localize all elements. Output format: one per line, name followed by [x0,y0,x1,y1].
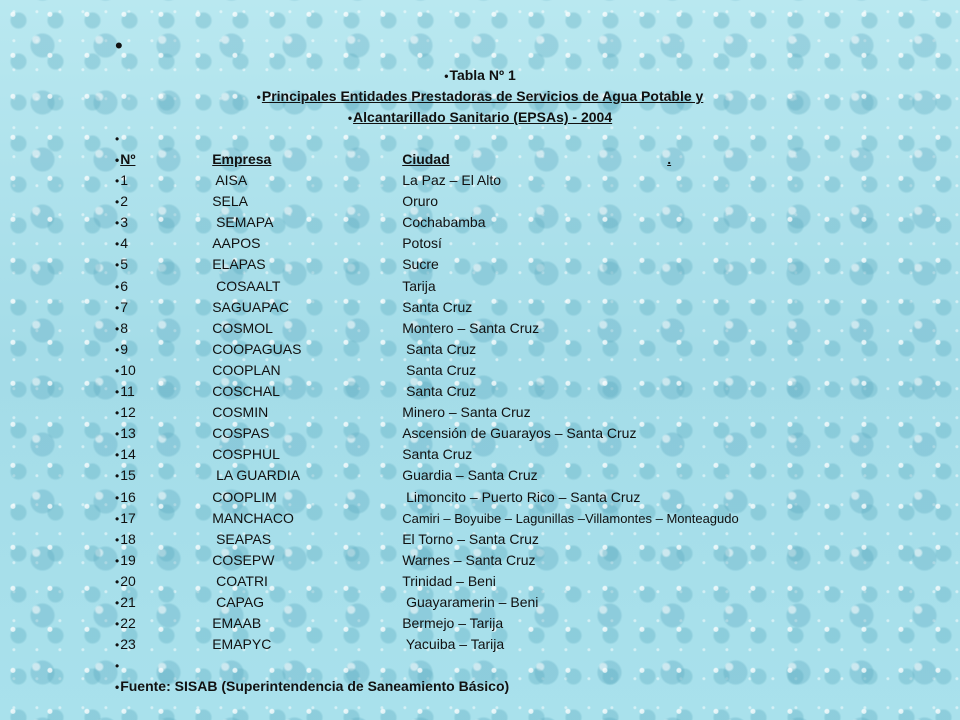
bullet: • [115,237,120,252]
bullet: • [115,596,120,610]
table-row [115,614,503,633]
bullet: • [347,111,353,125]
table-title: Tabla Nº 1 [449,67,516,83]
table-row [115,213,485,232]
header-end: . [667,151,672,167]
cell-ciudad: Guayaramerin – Beni [402,594,539,610]
bullet: • [115,279,120,294]
cell-ciudad: Trinidad – Beni [402,572,496,589]
cell-no: 17 [120,509,136,526]
table-row [115,382,476,401]
cell-ciudad: Montero – Santa Cruz [402,319,540,336]
subtitle-line-1 [0,87,960,106]
empty-bullet-line-end [115,656,120,675]
cell-empresa: COSPHUL [212,446,280,463]
header-empresa: Empresa [212,151,272,167]
bullet: • [115,638,120,653]
cell-no: 4 [120,235,128,252]
bullet: • [115,469,120,484]
table-row [115,192,438,211]
cell-ciudad: Santa Cruz [402,361,477,378]
cell-no: 20 [120,572,136,589]
cell-ciudad: Potosí [402,235,442,252]
table-row [115,277,436,296]
cell-empresa: LA GUARDIA [212,467,301,484]
bullet: • [115,448,120,463]
cell-no: 23 [120,636,136,653]
cell-empresa: SAGUAPAC [212,298,289,315]
cell-ciudad: Camiri – Boyuibe – Lagunillas –Villamontes – Monteagudo [402,510,739,526]
cell-empresa: ELAPAS [212,256,266,273]
table-row [115,403,531,422]
bullet: • [115,617,120,632]
cell-empresa: SEAPAS [212,530,272,547]
cell-ciudad: El Torno – Santa Cruz [402,530,539,547]
cell-ciudad: Cochabamba [402,214,486,231]
bullet: • [115,300,120,315]
cell-no: 2 [120,193,128,210]
table-row [115,424,636,443]
table-row [115,530,539,549]
cell-no: 12 [120,404,136,421]
cell-empresa: AAPOS [212,235,261,252]
header-ciudad: Ciudad [402,151,450,167]
cell-ciudad: Yacuiba – Tarija [402,636,505,653]
cell-no: 15 [120,467,136,484]
bullet: • [115,195,120,210]
table-row [115,466,538,485]
cell-no: 19 [120,551,136,568]
cell-no: 16 [120,488,136,505]
cell-ciudad: Limoncito – Puerto Rico – Santa Cruz [402,488,641,505]
cell-ciudad: Guardia – Santa Cruz [402,467,538,484]
cell-empresa: COOPLIM [212,488,277,505]
cell-ciudad: Sucre [402,256,439,273]
bullet: • [115,511,120,526]
cell-no: 11 [120,383,135,399]
cell-no: 22 [120,615,136,632]
subtitle-text-2: Alcantarillado Sanitario (EPSAs) - 2004 [353,109,613,125]
cell-no: 14 [120,446,136,463]
table-row [115,255,439,274]
bullet: • [115,342,120,357]
bullet: • [444,69,449,83]
cell-ciudad: Tarija [402,277,436,294]
cell-no: 5 [120,256,128,273]
table-row [115,593,538,612]
cell-ciudad: Ascensión de Guarayos – Santa Cruz [402,425,637,442]
table-row [115,171,501,190]
bullet: • [115,153,120,167]
bullet: • [115,174,120,188]
cell-ciudad: Santa Cruz [402,446,473,463]
bullet: • [115,490,120,505]
bullet: • [115,659,120,674]
cell-no: 7 [120,298,128,315]
table-row [115,361,476,380]
cell-no: 21 [120,594,136,610]
bullet: • [115,532,120,547]
cell-no: 18 [120,530,136,547]
cell-ciudad: Bermejo – Tarija [402,615,504,632]
table-row [115,635,504,654]
cell-ciudad: Oruro [402,193,438,210]
subtitle-text-1: Principales Entidades Prestadoras de Servicios de Agua Potable y [261,88,704,104]
table-title-line [0,66,960,85]
table-row [115,234,442,253]
cell-no: 3 [120,214,128,231]
table-row [115,298,472,317]
cell-no: 8 [120,319,128,336]
table-header-row [115,150,671,169]
cell-no: 6 [120,277,128,294]
subtitle-line-2 [0,108,960,127]
bullet: • [115,574,120,589]
cell-empresa: COSMOL [212,319,273,336]
cell-empresa: MANCHACO [212,509,294,526]
source-text: Fuente: SISAB (Superintendencia de Saneamiento Básico) [120,678,510,695]
cell-ciudad: Minero – Santa Cruz [402,404,531,421]
header-no: Nº [120,151,136,167]
empty-bullet-line [115,129,120,148]
cell-empresa: COATRI [212,572,268,589]
bullet: • [115,406,120,421]
table-row [115,445,472,464]
cell-empresa: COSAALT [212,277,281,294]
bullet: • [115,385,120,399]
cell-ciudad: La Paz – El Alto [402,172,502,188]
cell-empresa: COSEPW [212,551,275,568]
table-row [115,551,536,570]
bullet: • [115,553,120,568]
cell-ciudad: Santa Cruz [402,298,473,315]
cell-ciudad: Warnes – Santa Cruz [402,551,536,568]
bullet: • [115,680,120,695]
cell-no: 9 [120,340,128,357]
cell-empresa: COSCHAL [212,383,280,399]
bullet: • [115,363,120,378]
cell-empresa: COOPLAN [212,361,281,378]
cell-empresa: EMAAB [212,615,262,632]
cell-empresa: COSMIN [212,404,269,421]
bullet: • [115,216,120,231]
source-line [115,677,509,696]
cell-empresa: COSPAS [212,425,270,442]
cell-ciudad: Santa Cruz [402,340,477,357]
cell-empresa: SELA [212,193,249,210]
bullet: • [115,427,120,442]
cell-empresa: AISA [212,172,248,188]
bullet: • [115,258,120,273]
cell-empresa: COOPAGUAS [212,340,302,357]
table-row [115,572,496,591]
table-row [115,509,739,528]
cell-no: 13 [120,425,136,442]
table-row [115,319,539,338]
table-row [115,340,476,359]
cell-empresa: CAPAG [212,594,265,610]
bullet-large: • [115,33,123,58]
cell-empresa: SEMAPA [212,214,274,231]
cell-ciudad: Santa Cruz [402,383,477,399]
cell-empresa: EMAPYC [212,636,272,653]
table-row [115,488,640,507]
bullet: • [115,132,120,146]
bullet: • [256,90,261,104]
cell-no: 10 [120,361,136,378]
bullet: • [115,321,120,336]
cell-no: 1 [120,172,128,188]
